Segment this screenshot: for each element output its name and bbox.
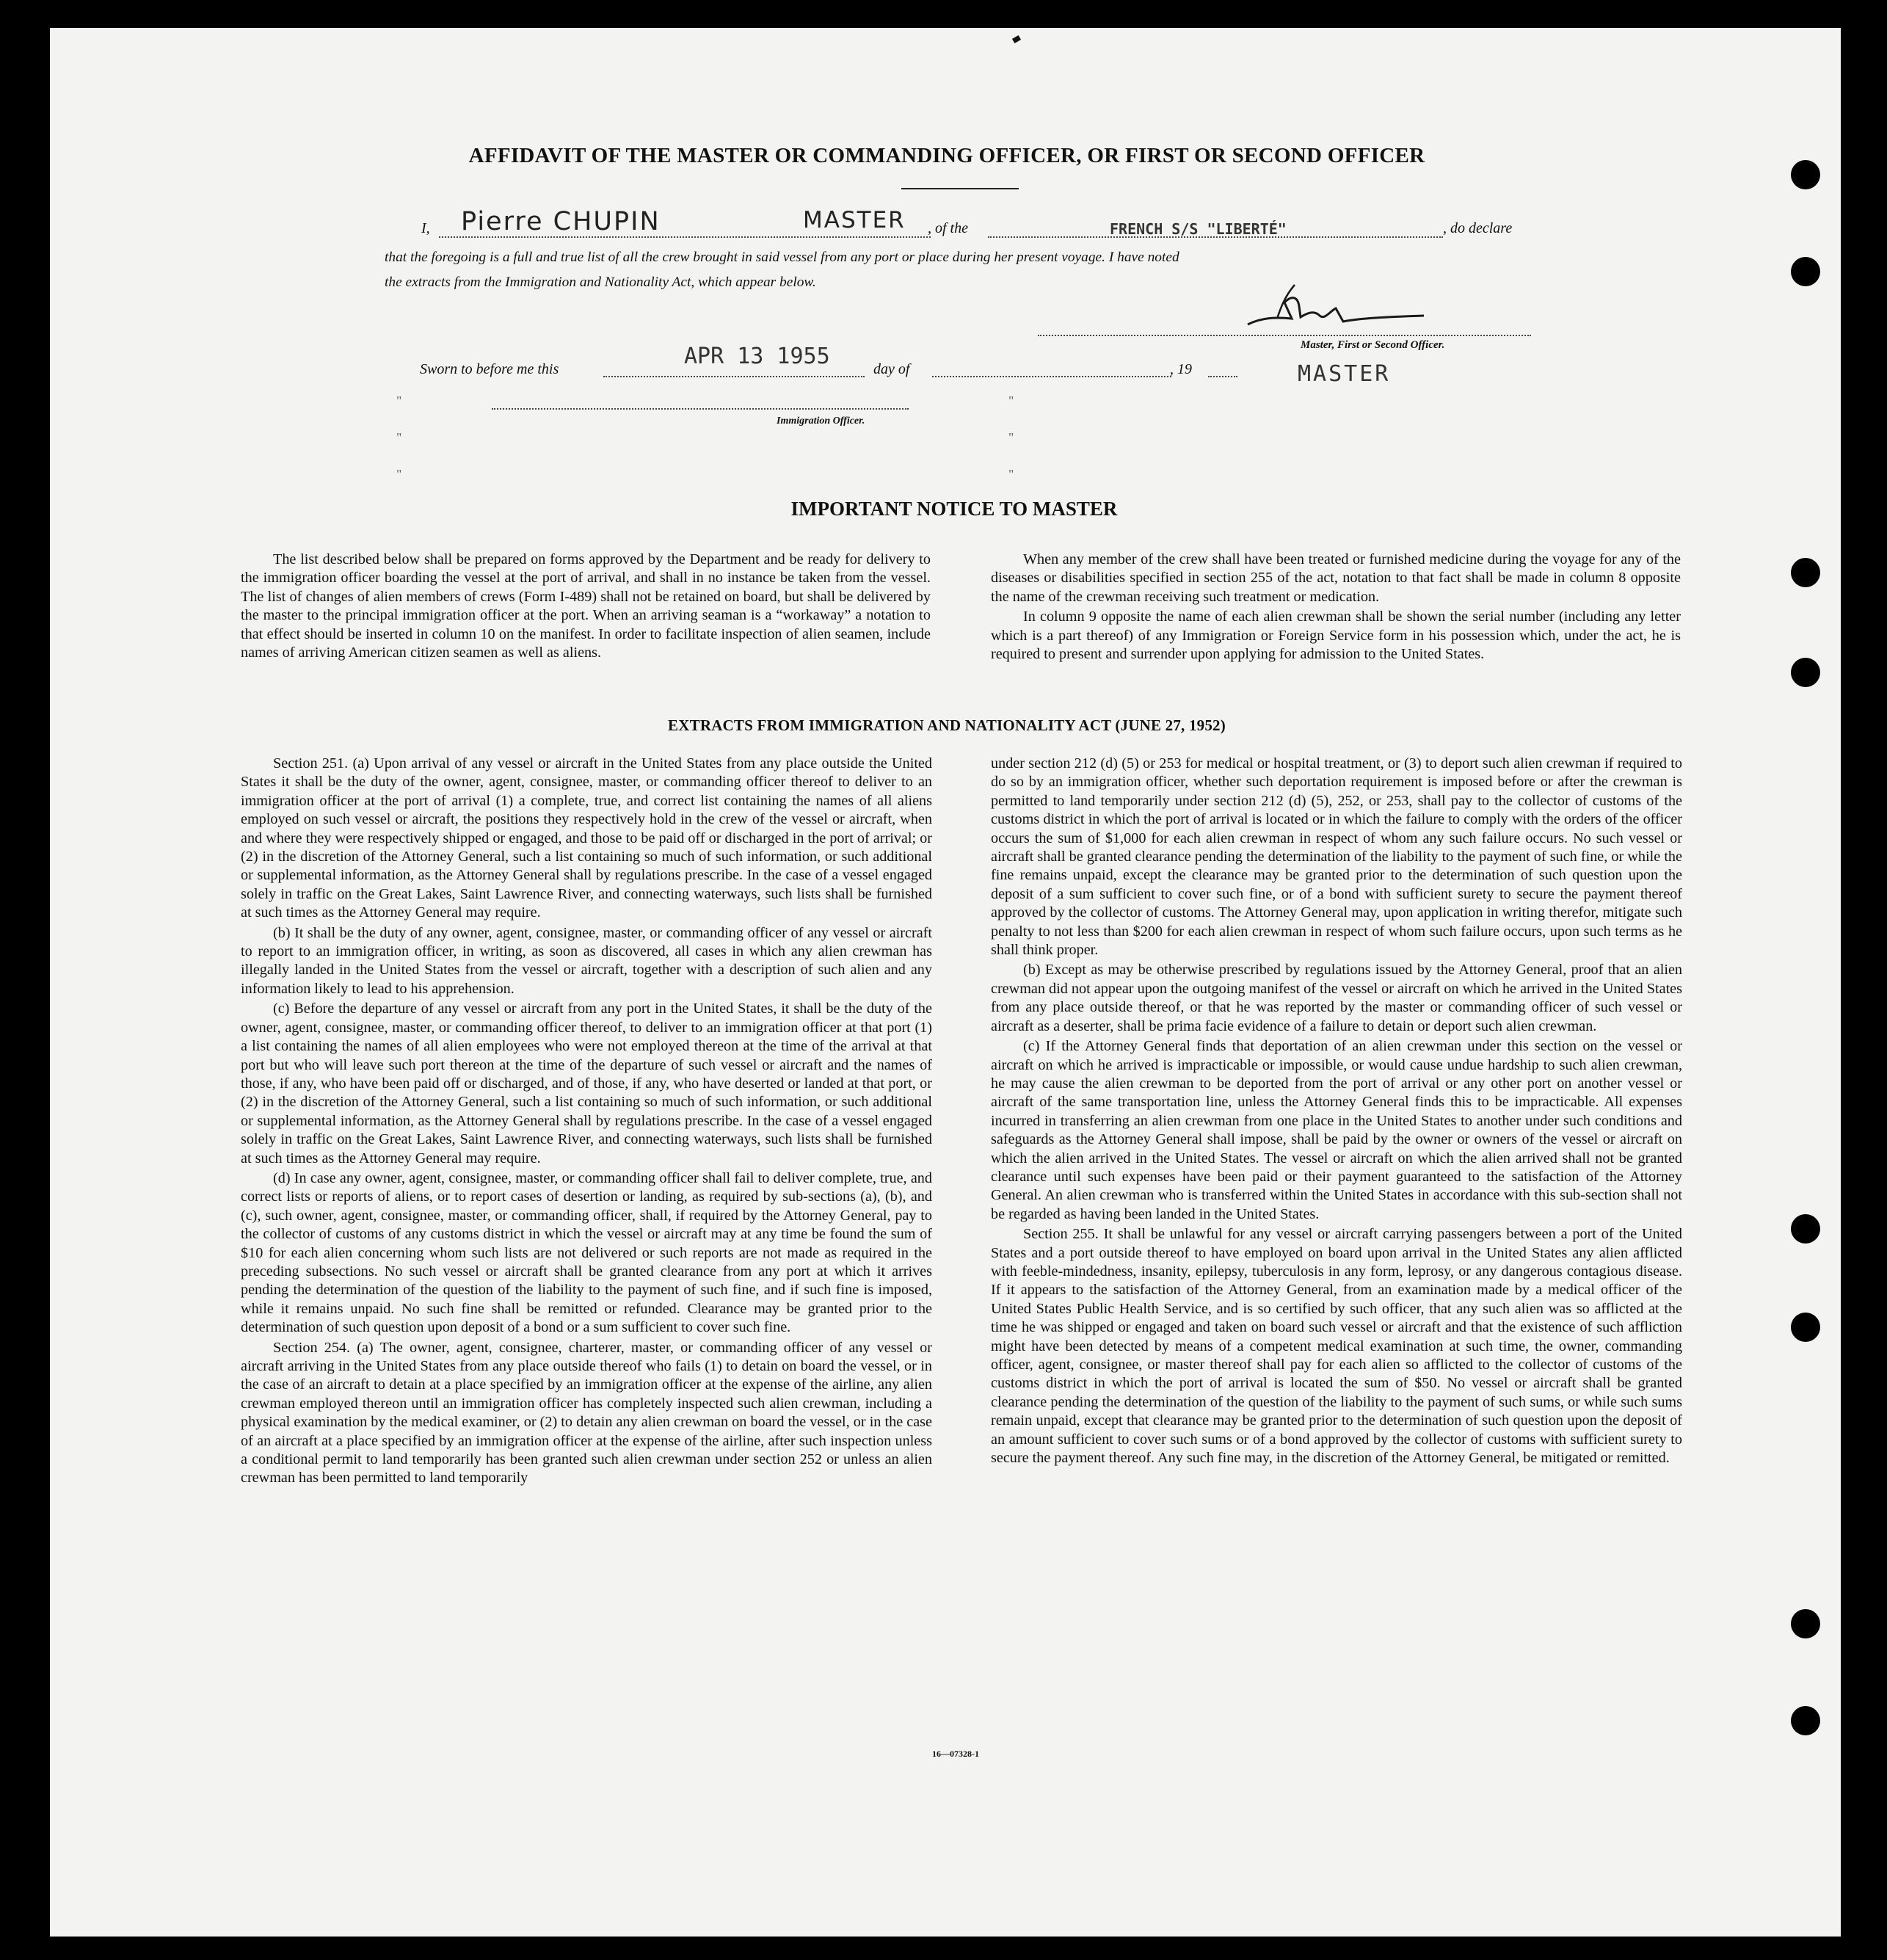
binder-hole xyxy=(1791,1214,1820,1244)
nineteen-label: , 19 xyxy=(1170,361,1192,377)
master-name: Pierre CHUPIN xyxy=(461,207,661,236)
binder-hole xyxy=(1791,1313,1820,1342)
notice-left-paragraph: The list described below shall be prepared on forms approved by the Department and be ready for delivery to the immigration officer boarding the vessel at the port of arrival, and shall in no instance be taken from the vessel. The list of changes of alien members of crews (Form I-489) shall not be retained on board, but shall be delivered by the master to the principal immigration officer at the port. When an arriving seaman is a “workaway” a notation to that effect should be inserted in column 10 on the manifest. In order to facilitate inspection of alien seamen, include names of arriving American citizen seamen as well as aliens. xyxy=(241,551,931,661)
notice-title: IMPORTANT NOTICE TO MASTER xyxy=(790,498,1118,520)
do-declare-label: , do declare xyxy=(1443,220,1513,236)
year-line xyxy=(1208,376,1237,377)
form-number: 16—07328-1 xyxy=(932,1749,979,1759)
notice-right-paragraph-1: When any member of the crew shall have been treated or furnished medicine during the voyage for any of the diseases or disabilities specified in section 255 of the act, notation to that fact shall be made in column 8 opposite the name of the crewman receiving such treatment or medication. xyxy=(991,551,1681,605)
section-254-a: Section 254. (a) The owner, agent, consignee, charterer, master, or commanding officer of any vessel or aircraft arriving in the United States from any place outside thereof who fails (1) to detain on board the vessel, or in the case of an aircraft to detain at a place specified by an immigration officer at the expense of the airline, any alien crewman employed thereon until an immigration officer has completely inspected such alien crewman, including a physical examination by the medical examiner, or (2) to detain any alien crewman on board the vessel, or in the case of an aircraft at a place specified by an immigration officer at the expense of the airline, after such inspection unless a conditional permit to land temporarily has been granted such alien crewman under section 252 or unless an alien crewman has been permitted to land temporarily xyxy=(241,1339,932,1487)
of-the-label: , of the xyxy=(928,220,968,236)
officer-caption: Immigration Officer. xyxy=(777,415,865,427)
section-251-d: (d) In case any owner, agent, consignee, master, or commanding officer shall fail to deliver complete, true, and correct lists or reports of aliens, or to report cases of desertion or landing, as required by sub-sections (a), (b), and (c), such owner, agent, consignee, master, or commanding officer, shall, if required by the Attorney General, pay to the collector of customs of any customs district in which the vessel or aircraft may at any time be found the sum of $10 for each alien concerning whom such lists are not delivered or such reports are not made as required in the preceding subsections. No such vessel or aircraft shall be granted clearance from any port at which it arrives pending the determination of the question of the liability to the payment of such fine, and if such fine is imposed, while it remains unpaid. No such fine shall be remitted or refunded. Clearance may be granted prior to the determination of such question upon deposit of a bond or a sum sufficient to cover such fine. xyxy=(241,1169,932,1336)
ditto-mark: " xyxy=(396,430,402,445)
binder-hole xyxy=(1791,160,1820,189)
binder-hole xyxy=(1791,658,1820,687)
ditto-mark: " xyxy=(396,393,402,408)
section-255: Section 255. It shall be unlawful for any vessel or aircraft carrying passengers between a port of the United States and a port outside thereof to have employed on board upon arrival in the United States any alien afflicted with feeble-mindedness, insanity, epilepsy, tuberculosis in any form, leprosy, or any dangerous contagious disease. If it appears to the satisfaction of the Attorney General, from an examination made by a medical officer of the United States Public Health Service, and is so certified by such officer, that any such alien was so afflicted at the time he was shipped or engaged and taken on board such vessel or aircraft and that the existence of such affliction might have been detected by means of a competent medical examination at such time, the owner, commanding officer, agent, consignee, or master thereof shall pay for each alien so afflicted to the collector of customs of the customs district in which the port of arrival is located the sum of $50. No vessel or aircraft shall be granted clearance pending the determination of the question of the liability to the payment of such sums, or while such sums remain unpaid, except that clearance may be granted prior to the determination of such question upon the deposit of an amount sufficient to cover such sums or of a bond approved by the collector of customs with sufficient surety to secure the payment thereof. Any such fine may, in the discretion of the Attorney General, be mitigated or remitted. xyxy=(991,1226,1682,1467)
day-of-label: day of xyxy=(873,361,910,377)
affidavit-title: AFFIDAVIT OF THE MASTER OR COMMANDING OFFICER, OR FIRST OR SECOND OFFICER xyxy=(468,144,1425,167)
sworn-date-stamp: APR 13 1955 xyxy=(684,344,830,369)
signature-caption: Master, First or Second Officer. xyxy=(1301,339,1445,351)
binder-hole xyxy=(1791,1609,1820,1638)
title-rule xyxy=(901,188,1019,189)
signature-stamp: MASTER xyxy=(1298,361,1391,387)
section-254-b: (b) Except as may be otherwise prescribed by regulations issued by the Attorney General, proof that an alien crewman did not appear upon the outgoing manifest of the vessel or aircraft on which he arrived in the United States from any place outside thereof, or that he was reported by the master or commanding officer of such vessel or aircraft as a deserter, shall be prima facie evidence of a failure to detain or deport such alien crewman. xyxy=(991,962,1682,1034)
ditto-mark: " xyxy=(1008,430,1014,445)
name-line xyxy=(439,236,931,238)
day-of-line xyxy=(932,376,1171,377)
notice-right xyxy=(991,551,1681,664)
ditto-mark: " xyxy=(1008,467,1014,482)
signature-scrawl xyxy=(1233,273,1431,339)
section-251-a: Section 251. (a) Upon arrival of any vessel or aircraft in the United States from any place outside the United States it shall be the duty of the owner, agent, consignee, master, or commanding officer thereof to deliver to an immigration officer at the port of arrival (1) a complete, true, and correct list containing the names of all aliens employed on such vessel or aircraft, the positions they respectively hold in the crew of the vessel or aircraft, when and where they were respectively shipped or engaged, and those to be paid off or discharged in the port of arrival; or (2) in the discretion of the Attorney General, such a list containing so much of such information, or such additional or supplemental information, as the Attorney General shall by regulations prescribe. In the case of a vessel engaged solely in traffic on the Great Lakes, Saint Lawrence River, and connecting waterways, such lists shall be furnished at such times as the Attorney General may require. xyxy=(241,755,932,921)
binder-hole xyxy=(1791,1706,1820,1735)
sworn-label: Sworn to before me this xyxy=(420,361,559,377)
binder-hole xyxy=(1791,257,1820,286)
ditto-mark: " xyxy=(396,467,402,482)
master-rank: MASTER xyxy=(803,207,906,233)
section-251-b: (b) It shall be the duty of any owner, agent, consignee, master, or commanding officer of any vessel or aircraft to report to an immigration officer, in writing, as soon as discovered, all cases in which any alien crewman has illegally landed in the United States from the vessel or aircraft, together with a description of such alien and any information likely to lead to his apprehension. xyxy=(241,924,932,997)
extracts-left-column xyxy=(241,755,932,1488)
immigration-officer-line xyxy=(492,408,909,410)
sworn-date-line xyxy=(603,376,865,377)
declaration-line-2: that the foregoing is a full and true list of all the crew brought in said vessel from any port or place during her present voyage. I have noted xyxy=(385,250,1179,265)
notice-left xyxy=(241,551,931,662)
declaration-line-3: the extracts from the Immigration and Nationality Act, which appear below. xyxy=(385,275,816,290)
ditto-mark: " xyxy=(1008,393,1014,408)
section-254-a-continued: under section 212 (d) (5) or 253 for medical or hospital treatment, or (3) to deport such alien crewman if required to do so by an immigration officer, whether such deportation requirement is imposed before or after the crewman is permitted to land temporarily under section 212 (d) (5), 252, or 253, shall pay to the collector of customs of the customs district in which the port of arrival is located or in which the failure to comply with the orders of the officer occurs the sum of $1,000 for each alien crewman in respect of whom any such failure occurs. No such vessel or aircraft shall be granted clearance pending the determination of the liability to the payment of such fine, or while the fine remains unpaid, except the clearance may be granted prior to the determination of such question upon the deposit of a sum sufficient to cover such fine, or of a bond with sufficient surety to secure the payment thereof approved by the collector of customs. The Attorney General may, upon application in writing therefor, mitigate such penalty to not less than $200 for each alien crewman in respect of whom such failure occurs, upon such terms as he shall think proper. xyxy=(991,755,1682,959)
notice-right-paragraph-2: In column 9 opposite the name of each alien crewman shall be shown the serial number (including any letter which is a part thereof) of any Immigration or Foreign Service form in his possession which, under the act, he is required to present and surrender upon applying for admission to the United States. xyxy=(991,609,1681,663)
section-251-c: (c) Before the departure of any vessel or aircraft from any port in the United States, it shall be the duty of the owner, agent, consignee, master, or commanding officer thereof, to deliver to an immigration officer at that port (1) a list containing the names of all alien employees who were not employed thereon at the time of the arrival at that port but who will leave such port thereon at the time of the departure of such vessel or aircraft and the names of those, if any, who have been paid off or discharged, and of those, if any, who have deserted or landed at that port, or (2) in the discretion of the Attorney General, such a list containing so much of such information, or such additional or supplemental information, as the Attorney General shall by regulations prescribe. In the case of a vessel engaged solely in traffic on the Great Lakes, Saint Lawrence River, and connecting waterways, such lists shall be furnished at such times as the Attorney General may require. xyxy=(241,1001,932,1166)
section-254-c: (c) If the Attorney General finds that deportation of an alien crewman under this section on the vessel or aircraft on which he arrived is impracticable or impossible, or would cause undue hardship to such alien crewman, he may cause the alien crewman to be deported from the port of arrival or any other port on another vessel or aircraft of the same transportation line, unless the Attorney General finds this to be impracticable. All expenses incurred in transferring an alien crewman from one place in the United States to another under such conditions and safeguards as the Attorney General shall impose, shall be paid by the owner or owners of the vessel or aircraft on which the alien arrived in the United States. The vessel or aircraft on which the alien arrived shall not be granted clearance until such expenses have been paid or their payment guaranteed to the satisfaction of the Attorney General. An alien crewman who is transferred within the United States in accordance with this sub-section shall not be regarded as having been landed in the United States. xyxy=(991,1038,1682,1222)
signature-line xyxy=(1038,335,1531,336)
extracts-right-column xyxy=(991,755,1682,1467)
extracts-title: EXTRACTS FROM IMMIGRATION AND NATIONALITY ACT (JUNE 27, 1952) xyxy=(668,716,1226,734)
binder-hole xyxy=(1791,558,1820,587)
declaration-i-label: I, xyxy=(421,220,430,236)
vessel-name: FRENCH S/S "LIBERTÉ" xyxy=(1110,220,1287,238)
